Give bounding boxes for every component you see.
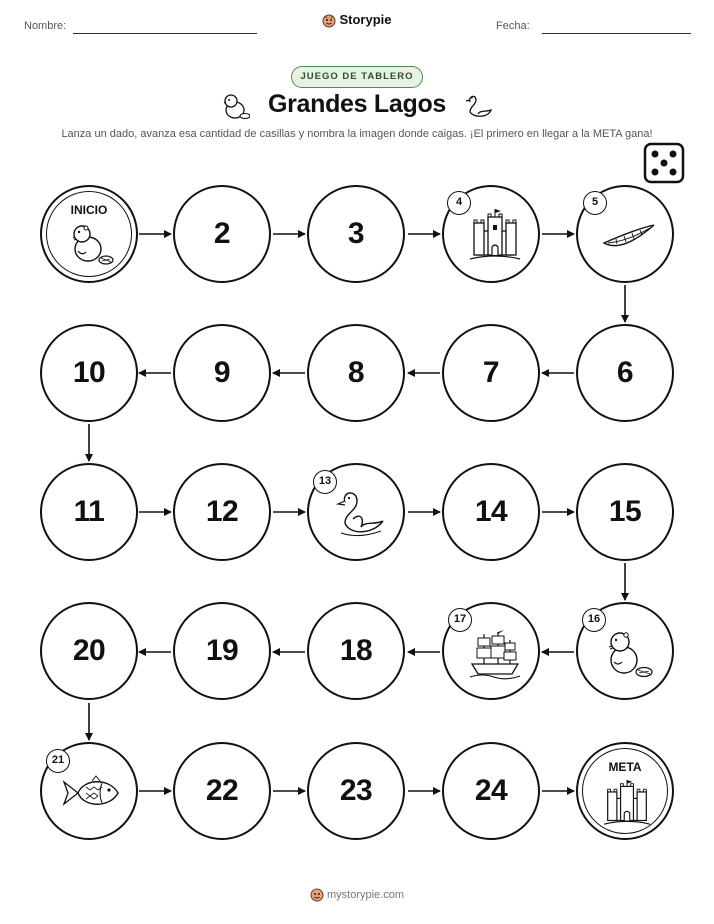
- square-number: 20: [72, 634, 106, 667]
- footer-site-link[interactable]: mystorypie.com: [326, 888, 405, 901]
- square-badge-5: 5: [583, 191, 607, 215]
- beaver-icon: [602, 628, 656, 680]
- board-square-start: [40, 185, 138, 283]
- square-number: 9: [213, 356, 231, 389]
- board-square-2: [173, 185, 271, 283]
- board-square-19: [173, 602, 271, 700]
- board-square-18: [307, 602, 405, 700]
- board-square-20: [40, 602, 138, 700]
- footer: [0, 888, 714, 902]
- square-number: 14: [474, 495, 508, 528]
- board-square-6: [576, 324, 674, 422]
- square-number: 23: [339, 774, 373, 807]
- square-badge-13: 13: [313, 470, 337, 494]
- board-square-24: [442, 742, 540, 840]
- board-square-8: [307, 324, 405, 422]
- square-number: 24: [474, 774, 508, 807]
- brand-name: Storypie: [339, 12, 392, 27]
- board-square-23: [307, 742, 405, 840]
- square-badge-21: 21: [46, 749, 70, 773]
- square-number: 8: [347, 356, 365, 389]
- date-label: Fecha:: [496, 20, 530, 32]
- storypie-logo-icon: [310, 888, 324, 902]
- square-number: 12: [205, 495, 239, 528]
- board-square-finish: [576, 742, 674, 840]
- finish-label: META: [608, 760, 642, 774]
- start-label: INICIO: [70, 203, 108, 217]
- square-number: 22: [205, 774, 239, 807]
- square-number: 18: [339, 634, 373, 667]
- swan-icon: [331, 489, 387, 541]
- square-number: 11: [73, 495, 105, 528]
- square-badge-17: 17: [448, 608, 472, 632]
- board-square-14: [442, 463, 540, 561]
- fish-icon: [62, 774, 120, 812]
- square-number: 6: [616, 356, 634, 389]
- board-square-11: [40, 463, 138, 561]
- square-number: 2: [213, 217, 231, 250]
- worksheet-title: Grandes Lagos: [267, 90, 447, 118]
- board-square-15: [576, 463, 674, 561]
- beaver-icon: [64, 221, 118, 267]
- sandcastle-icon: [470, 209, 520, 263]
- square-number: 15: [608, 495, 642, 528]
- square-number: 10: [72, 356, 106, 389]
- board-square-9: [173, 324, 271, 422]
- sandcastle-icon: [604, 780, 650, 826]
- square-number: 7: [482, 356, 500, 389]
- board-square-10: [40, 324, 138, 422]
- square-badge-16: 16: [582, 608, 606, 632]
- canoe-icon: [602, 219, 656, 253]
- instructions: Lanza un dado, avanza esa cantidad de casillas y nombra la imagen donde caigas. ¡El primero en llegar a la META gana!: [61, 128, 653, 140]
- square-number: 19: [205, 634, 239, 667]
- name-label: Nombre:: [24, 20, 67, 32]
- board-square-12: [173, 463, 271, 561]
- board-square-3: [307, 185, 405, 283]
- square-badge-4: 4: [447, 191, 471, 215]
- board-square-22: [173, 742, 271, 840]
- game-type-tag: JUEGO DE TABLERO: [291, 66, 423, 88]
- board-square-7: [442, 324, 540, 422]
- square-number: 3: [347, 217, 365, 250]
- sailing-ship-icon: [468, 630, 522, 680]
